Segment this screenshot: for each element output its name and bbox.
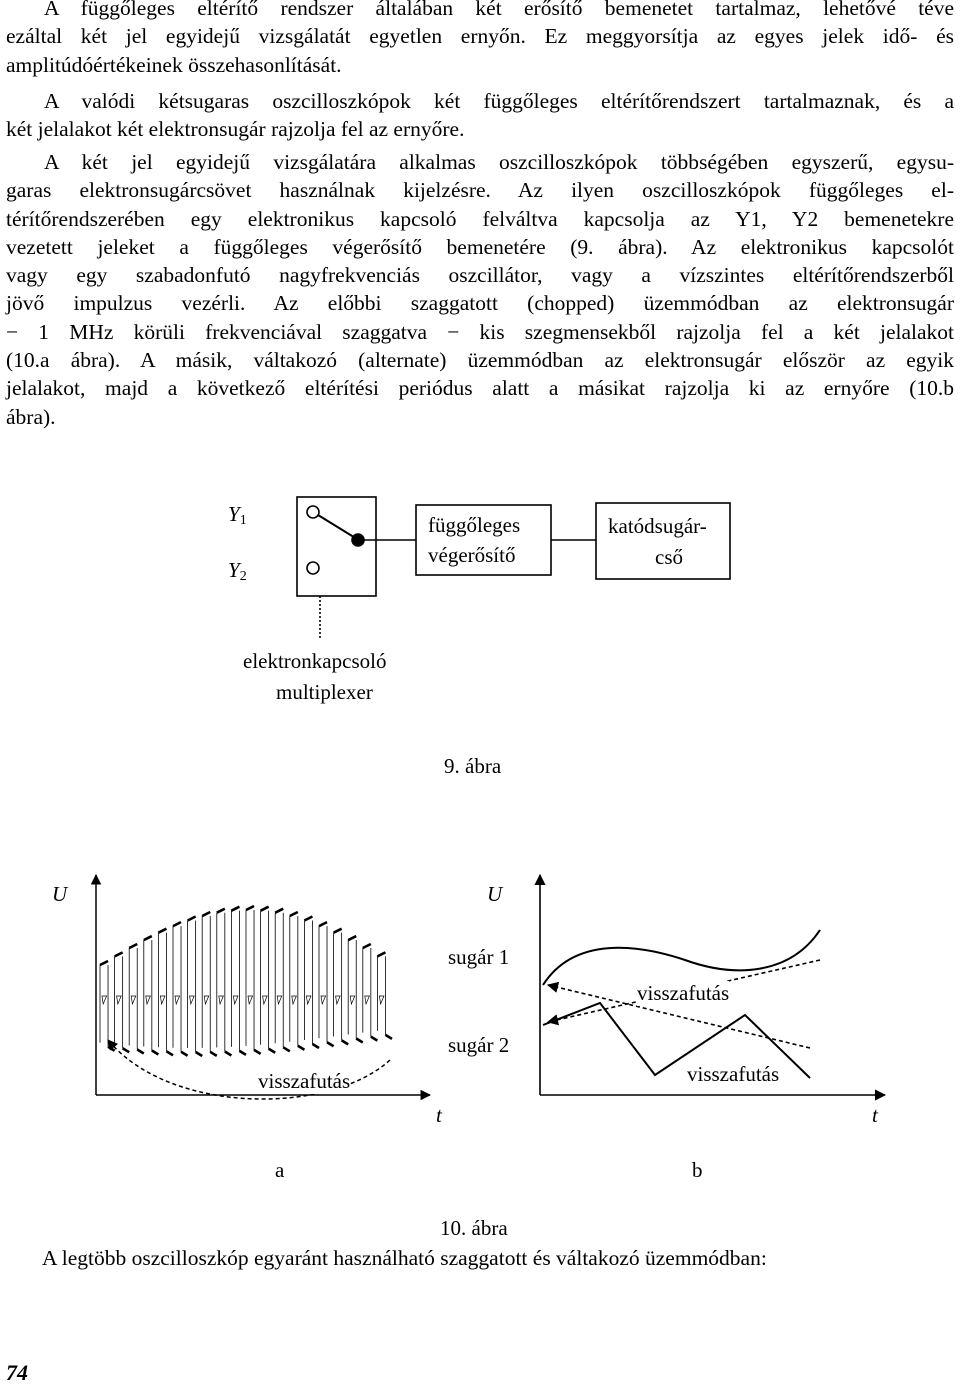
chop-segment-top — [129, 944, 137, 948]
page-number: 74 — [6, 1360, 28, 1385]
chop-segment-top — [100, 961, 108, 965]
switch-contact-2 — [307, 562, 319, 574]
chop-segment-top — [363, 944, 371, 948]
chop-segment-top — [261, 907, 269, 911]
chop-segment-bottom — [166, 1051, 173, 1055]
chop-marker — [263, 996, 268, 1004]
text-line: A két jel egyidejű vizsgálatára alkalmas oszcilloszkópok többségében egyszerű, egysu- — [44, 150, 954, 174]
switch-contact-1 — [307, 506, 319, 518]
b-beam1-label: sugár 1 — [448, 945, 510, 969]
fig9-caption: 9. ábra — [444, 754, 502, 778]
amplifier-label-1: függőleges — [428, 513, 521, 537]
chop-segment-top — [246, 906, 254, 910]
switch-label-2: multiplexer — [276, 680, 373, 704]
chop-segment-top — [275, 909, 283, 913]
chop-segment-bottom — [298, 1046, 305, 1050]
text-line: jelalakot, majd a következő eltérítési periódus alatt a másikat rajzolja ki az ernyőre (10.b — [6, 376, 954, 401]
chop-segment-bottom — [356, 1038, 363, 1042]
chop-segment-bottom — [283, 1047, 290, 1051]
a-y-axis-label: U — [52, 882, 68, 906]
chop-segment-bottom — [181, 1052, 188, 1056]
b-panel-label: b — [692, 1158, 703, 1182]
chop-segment-bottom — [210, 1052, 217, 1056]
closing-line — [42, 1244, 942, 1272]
chop-marker — [233, 996, 238, 1004]
fig10a-diagram — [96, 875, 430, 1099]
b-beam2-label: sugár 2 — [448, 1033, 510, 1057]
text-line: vagy egy szabadonfutó nagyfrekvenciás oszcillátor, vagy a vízszintes eltérítőrendszerből — [6, 263, 954, 288]
text-line: ábra). — [6, 404, 56, 429]
chop-segment-bottom — [152, 1051, 159, 1055]
a-chopped-waveform — [100, 906, 392, 1056]
chop-segment-bottom — [239, 1051, 246, 1055]
text-line: − 1 MHz körüli frekvenciával szaggatva − kis szegmensekből rajzolja fel a két jelalakot — [6, 319, 954, 344]
text-line: A függőleges eltérítő rendszer általában két erősítő bemenetet tartalmaz, lehetővé téve — [44, 0, 954, 20]
a-retrace-label: visszafutás — [258, 1069, 351, 1093]
chop-segment-top — [319, 922, 327, 926]
chop-segment-top — [158, 929, 166, 933]
crt-label-2: cső — [655, 545, 683, 569]
chop-marker — [292, 996, 297, 1004]
chop-segment-top — [231, 907, 239, 911]
chop-marker — [350, 996, 355, 1004]
chop-marker — [306, 996, 311, 1004]
input-y1-label: $Y_1$ — [228, 502, 247, 528]
text-line: ezáltal két jel egyidejű vizsgálatát egyetlen ernyőn. Ez meggyorsítja az egyes jelek idő- és — [6, 24, 954, 49]
chop-segment-top — [348, 936, 356, 940]
b-x-axis-label: t — [872, 1103, 878, 1127]
chop-segment-bottom — [312, 1044, 319, 1048]
chop-segment-bottom — [327, 1042, 334, 1046]
text-line: (10.a ábra). A másik, váltakozó (alternate) üzemmódban az elektronsugár először az egyik — [6, 348, 954, 373]
chop-marker — [336, 996, 341, 1004]
switch-label-1: elektronkapcsoló — [243, 649, 387, 673]
chop-segment-bottom — [254, 1050, 261, 1054]
b-retrace-label-1: visszafutás — [637, 981, 730, 1005]
chop-segment-top — [202, 912, 210, 916]
chop-marker — [277, 996, 282, 1004]
amplifier-label-2: végerősítő — [428, 543, 516, 567]
chop-segment-top — [217, 909, 225, 913]
text-line: térítőrendszerében egy elektronikus kapcsoló felváltva kapcsolja az Y1, Y2 bemenetekre — [6, 206, 954, 231]
chop-segment-top — [290, 912, 298, 916]
chop-segment-bottom — [385, 1035, 392, 1039]
text-line: A legtöbb oszcilloszkóp egyaránt használható szaggatott és váltakozó üzemmódban: — [42, 1246, 767, 1270]
chop-segment-top — [144, 936, 152, 940]
chop-segment-top — [173, 922, 181, 926]
chop-marker — [175, 996, 180, 1004]
a-x-axis-label: t — [436, 1103, 442, 1127]
chop-marker — [190, 996, 195, 1004]
chop-segment-top — [115, 952, 123, 956]
text-line: garas elektronsugárcsövet használnak kijelzésre. Az ilyen oszcilloszkópok függőleges el- — [6, 178, 954, 203]
text-line: A valódi kétsugaras oszcilloszkópok két függőleges eltérítőrendszert tartalmaznak, és a — [44, 89, 954, 113]
text-line: vezetett jeleket a függőleges végerősítő bemenetére (9. ábra). Az elektronikus kapcsolót — [6, 234, 954, 259]
chop-marker — [146, 996, 151, 1004]
chop-segment-top — [188, 917, 196, 921]
chop-segment-top — [334, 929, 342, 933]
chop-marker — [131, 996, 136, 1004]
fig10-caption: 10. ábra — [440, 1216, 508, 1240]
b-y-axis-label: U — [487, 882, 503, 906]
chop-segment-top — [304, 917, 312, 921]
chop-marker — [379, 996, 384, 1004]
switch-pivot — [352, 534, 364, 546]
input-y2-label: $Y_2$ — [228, 558, 247, 584]
chop-marker — [102, 996, 107, 1004]
chop-marker — [219, 996, 224, 1004]
chop-segment-bottom — [269, 1049, 276, 1053]
b-retrace-label-2: visszafutás — [687, 1062, 780, 1086]
chop-marker — [117, 996, 122, 1004]
chop-marker — [160, 996, 165, 1004]
chop-marker — [248, 996, 253, 1004]
text-line: két jelalakot két elektronsugár rajzolja fel az ernyőre. — [6, 117, 465, 142]
a-panel-label: a — [275, 1158, 285, 1182]
chop-segment-bottom — [342, 1040, 349, 1044]
chop-segment-top — [377, 952, 385, 956]
chop-marker — [365, 996, 370, 1004]
crt-label-1: katódsugár- — [608, 514, 707, 538]
b-beam1-curve — [543, 930, 820, 985]
chop-segment-bottom — [196, 1052, 203, 1056]
text-line: amplitúdóértékeinek összehasonlítását. — [6, 52, 342, 77]
chop-segment-bottom — [123, 1048, 130, 1052]
chop-segment-bottom — [225, 1052, 232, 1056]
chop-marker — [321, 996, 326, 1004]
chop-marker — [204, 996, 209, 1004]
chop-segment-bottom — [371, 1037, 378, 1041]
chop-segment-bottom — [137, 1050, 144, 1054]
switch-lever — [318, 515, 357, 539]
text-line: jövő impulzus vezérli. Az előbbi szaggatott (chopped) üzemmódban az elektronsugár — [6, 291, 954, 316]
